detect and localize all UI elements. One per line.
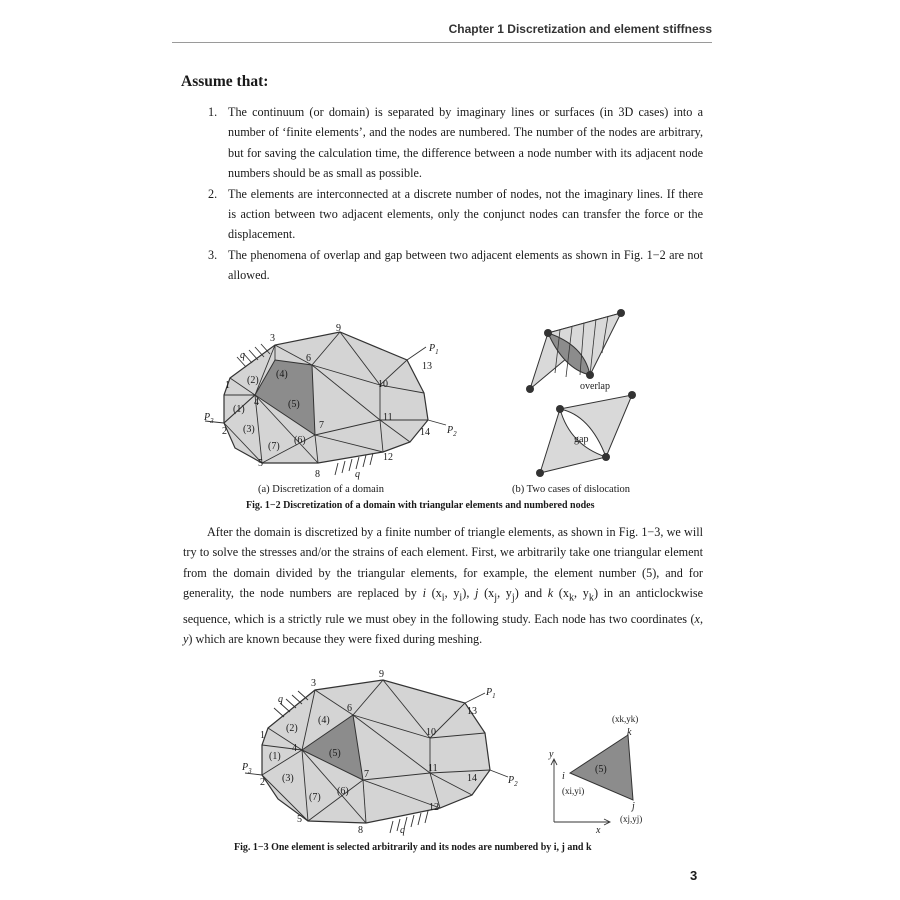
node-label: 11 — [428, 763, 438, 774]
node-label: 11 — [383, 412, 393, 423]
gap-label: gap — [574, 434, 589, 445]
element-label: (1) — [233, 404, 245, 415]
node-label: 2 — [222, 426, 227, 437]
node-label: 4 — [254, 397, 259, 408]
force-label: $P_3$ — [242, 762, 252, 775]
node-label: 9 — [379, 669, 384, 680]
coord-label-k: (xk,yk) — [612, 714, 639, 724]
coord-label-i: (xi,yi) — [562, 786, 585, 796]
node-label: 14 — [467, 773, 477, 784]
subcaption-b: (b) Two cases of dislocation — [512, 484, 631, 495]
element-label: (7) — [309, 792, 321, 803]
mesh-diagram-a — [200, 323, 457, 485]
list-number: 3. — [208, 247, 218, 262]
node-label: 6 — [347, 703, 352, 714]
body-paragraph: After the domain is discretized by a finite number of triangle elements, as shown in Fig. 1−3, we will try to solve the stresses and/or the strains of each element. First, we arbitrarily take one triangular element from the domain divided by the triangular elements, for example, the element number (5), and for generality, the node numbers are replaced by i ($x_i$, $y_i$), j ($x_j$, $y_j$) and k ($x_k$, $y_k$) in an anticlockwise sequence, which is a strictly rule we must obey in the following study. Each node has two coordinates (x, y) which are known because they were fixed during meshing. — [183, 525, 703, 647]
node-dot — [586, 371, 594, 379]
node-label: 7 — [364, 769, 369, 780]
force-label: $P_3$ — [204, 412, 214, 425]
section-heading: Assume that: — [181, 73, 269, 90]
node-label-k: k — [627, 727, 632, 738]
list-number: 2. — [208, 186, 218, 201]
distributed-load-label: q — [355, 469, 360, 480]
node-label: 7 — [319, 420, 324, 431]
node-dot — [628, 391, 636, 399]
list-item — [208, 245, 703, 286]
distributed-load-label: q — [240, 350, 245, 361]
overlap-label: overlap — [580, 381, 610, 392]
node-label: 1 — [225, 380, 230, 391]
list-item — [208, 102, 703, 184]
force-label: $P_2$ — [508, 775, 518, 788]
node-label: 5 — [297, 814, 302, 825]
figure-caption: Fig. 1−2 Discretization of a domain with triangular elements and numbered nodes — [246, 500, 595, 511]
mesh-diagram-1-3 — [240, 665, 520, 840]
node-label: 1 — [260, 730, 265, 741]
assumption-list — [208, 102, 703, 286]
running-header: Chapter 1 Discretization and element stiffness — [448, 22, 712, 36]
node-dot — [617, 309, 625, 317]
list-text: The phenomena of overlap and gap between two adjacent elements as shown in Fig. 1−2 are not allowed. — [228, 247, 703, 283]
gap-case — [536, 391, 636, 477]
force-label: $P_1$ — [429, 343, 439, 356]
node-label-j: j — [632, 801, 635, 812]
node-dot — [544, 329, 552, 337]
node-label: 13 — [422, 361, 432, 372]
element-label: (2) — [247, 375, 259, 386]
distributed-load-label: q — [278, 694, 283, 705]
node-dot — [556, 405, 564, 413]
node-label: 9 — [336, 323, 341, 334]
page-number: 3 — [690, 868, 698, 883]
node-dot — [602, 453, 610, 461]
list-item — [208, 184, 703, 245]
element-label: (4) — [276, 369, 288, 380]
axis-label-y: y — [549, 749, 554, 760]
node-label: 4 — [292, 743, 297, 754]
node-label: 14 — [420, 427, 430, 438]
node-label: 12 — [383, 452, 393, 463]
figure-caption: Fig. 1−3 One element is selected arbitrarily and its nodes are numbered by i, j and k — [234, 842, 592, 853]
element-label: (6) — [337, 786, 349, 797]
node-label: 12 — [429, 802, 439, 813]
element-label: (7) — [268, 441, 280, 452]
force-label: $P_1$ — [486, 687, 496, 700]
node-dot — [536, 469, 544, 477]
list-number: 1. — [208, 105, 218, 119]
node-label: 3 — [270, 333, 275, 344]
node-label: 3 — [311, 678, 316, 689]
header-rule — [172, 42, 712, 43]
node-label: 5 — [258, 458, 263, 469]
node-label: 6 — [306, 353, 311, 364]
element-label: (5) — [288, 399, 300, 410]
element-label: (4) — [318, 715, 330, 726]
element-label: (6) — [294, 435, 306, 446]
node-label: 2 — [260, 777, 265, 788]
node-label: 13 — [467, 706, 477, 717]
node-label: 10 — [426, 727, 436, 738]
coord-label-j: (xj,yj) — [620, 814, 643, 824]
overlap-case — [526, 309, 625, 393]
subcaption-a: (a) Discretization of a domain — [258, 484, 384, 495]
element-label: (2) — [286, 723, 298, 734]
element-label: (5) — [329, 748, 341, 759]
force-label: $P_2$ — [447, 425, 457, 438]
distributed-load-label: q — [400, 825, 405, 836]
node-label: 8 — [315, 469, 320, 480]
node-label: 8 — [358, 825, 363, 836]
axis-label-x: x — [596, 825, 601, 836]
list-text: The elements are interconnected at a discrete number of nodes, not the imaginary lines. If there is action between two adjacent elements, only the conjunct nodes can transfer the force or the displacement. — [228, 186, 703, 242]
element-diagram — [540, 705, 680, 840]
list-text: The continuum (or domain) is separated by imaginary lines or surfaces (in 3D cases) into a number of ‘finite elements’, and the nodes are numbered. The number of the nodes are arbitrary, but for saving the calculation time, the difference between a node number with its adjacent node numbers should be as small as possible. — [228, 105, 703, 181]
dislocation-diagram-b — [520, 305, 650, 480]
element-label: (1) — [269, 751, 281, 762]
node-label: 10 — [378, 379, 388, 390]
node-dot — [526, 385, 534, 393]
element-label: (3) — [282, 773, 294, 784]
element-label: (3) — [243, 424, 255, 435]
node-label-i: i — [562, 771, 565, 782]
element-label: (5) — [595, 764, 607, 775]
